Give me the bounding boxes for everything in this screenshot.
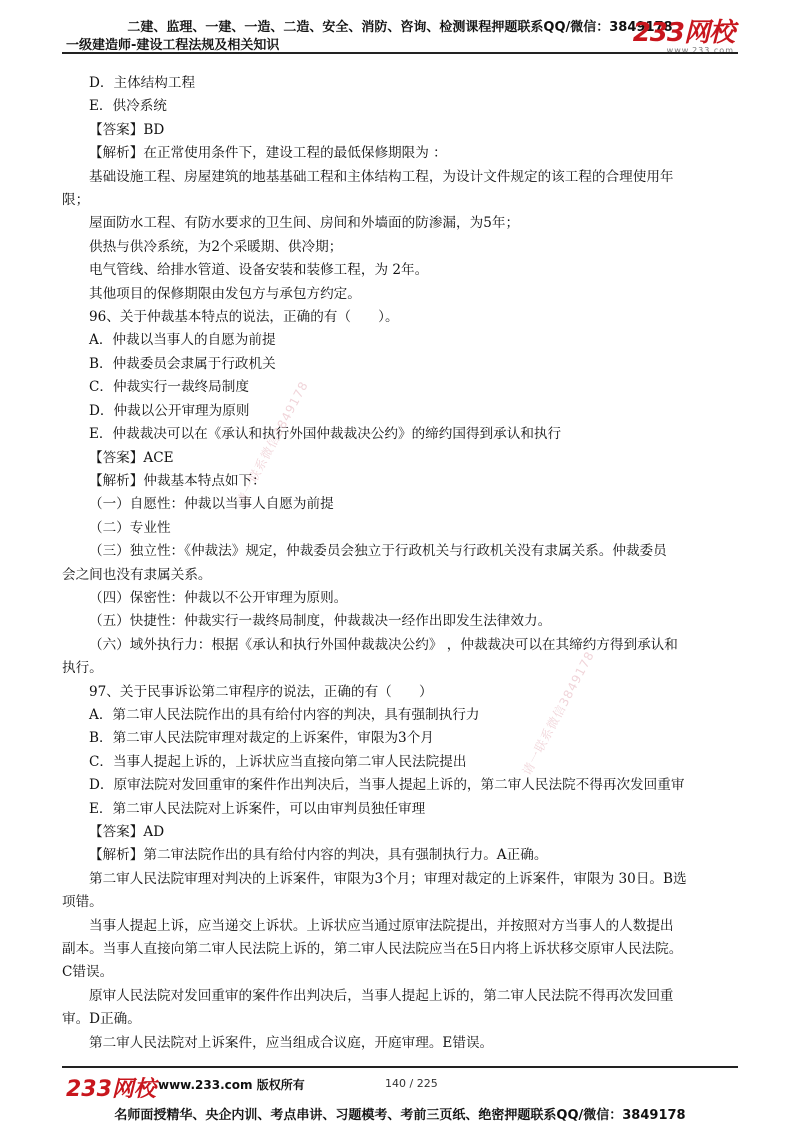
text-line: B．第二审人民法院审理对裁定的上诉案件，审限为3个月 [89, 730, 434, 747]
logo-url: www.233.com [666, 46, 734, 55]
document-subtitle: 一级建造师-建设工程法规及相关知识 [66, 38, 280, 53]
text-line: C错误。 [62, 964, 114, 981]
text-line: 【解析】仲裁基本特点如下： [89, 472, 266, 489]
text-line: 【答案】BD [89, 121, 165, 138]
text-line: B．仲裁委员会隶属于行政机关 [89, 355, 276, 372]
text-line: 【答案】AD [89, 824, 165, 840]
text-line: 原审人民法院对发回重审的案件作出判决后，当事人提起上诉的，第二审人民法院不得再次发回重 [89, 987, 674, 1004]
text-line: （一）自愿性：仲裁以当事人自愿为前提 [89, 496, 334, 513]
footer-promo-line: 名师面授精华、央企内训、考点串讲、习题模考、考前三页纸、绝密押题联系QQ/微信：3849178 [114, 1108, 686, 1123]
text-line: E．供冷系统 [89, 98, 167, 115]
text-line: 电气管线、给排水管道、设备安装和装修工程，为 2年。 [89, 262, 429, 279]
watermark: 请一联系微信3849178 [233, 378, 312, 508]
text-line: 当事人提起上诉，应当递交上诉状。上诉状应当通过原审法院提出，并按照对方当事人的人数提出 [89, 917, 674, 934]
text-line: （三）独立性：《仲裁法》规定，仲裁委员会独立于行政机关与行政机关没有隶属关系。仲裁委员 [89, 543, 667, 560]
text-line: A．第二审人民法院作出的具有给付内容的判决，具有强制执行力 [89, 706, 480, 723]
text-line: （二）专业性 [89, 519, 171, 536]
text-line: （四）保密性：仲裁以不公开审理为原则。 [89, 589, 348, 606]
text-line: （六）域外执行力：根据《承认和执行外国仲裁裁决公约》 ，仲裁裁决可以在其缔约方得到承认和 [89, 636, 678, 653]
watermark: 请一联系微信3849178 [519, 648, 598, 778]
text-line: 其他项目的保修期限由发包方与承包方约定。 [89, 285, 361, 302]
text-line: （五）快捷性：仲裁实行一裁终局制度，仲裁裁决一经作出即发生法律效力。 [89, 613, 552, 630]
brand-logo [633, 20, 734, 55]
text-line: 【解析】第二审法院作出的具有给付内容的判决，具有强制执行力。A正确。 [89, 847, 548, 864]
text-line: 【解析】在正常使用条件下，建设工程的最低保修期限为 ： [89, 145, 447, 162]
text-line: 96、关于仲裁基本特点的说法，正确的有（ ）。 [89, 309, 399, 326]
text-line: A．仲裁以当事人的自愿为前提 [89, 332, 276, 349]
text-line: 限； [62, 192, 90, 209]
text-line: D．主体结构工程 [89, 75, 196, 91]
document-body [62, 72, 742, 1055]
page-number: 140 / 225 [385, 1077, 438, 1090]
text-line: 第二审人民法院对上诉案件，应当组成合议庭，开庭审理。E错误。 [89, 1034, 494, 1051]
text-line: C．当事人提起上诉的，上诉状应当直接向第二审人民法院提出 [89, 753, 467, 770]
text-line: 执行。 [62, 660, 103, 677]
text-line: D．原审法院对发回重审的案件作出判决后，当事人提起上诉的，第二审人民法院不得再次发回重审 [89, 777, 685, 794]
text-line: 基础设施工程、房屋建筑的地基基础工程和主体结构工程，为设计文件规定的该工程的合理使用年 [89, 168, 674, 185]
text-line: 供热与供冷系统，为2个采暖期、供冷期； [89, 238, 343, 255]
text-line: 【答案】ACE [89, 449, 174, 466]
header-divider [62, 52, 738, 54]
text-line: 审。D正确。 [62, 1011, 141, 1028]
text-line: 屋面防水工程、有防水要求的卫生间、房间和外墙面的防渗漏，为5年； [89, 215, 520, 232]
logo-text: 233网校 [632, 18, 734, 48]
text-line: 副本。当事人直接向第二审人民法院上诉的，第二审人民法院应当在5日内将上诉状移交原审人民法院。 [62, 941, 683, 958]
footer-divider [62, 1066, 738, 1068]
text-line: C．仲裁实行一裁终局制度 [89, 379, 249, 396]
text-line: 97、关于民事诉讼第二审程序的说法，正确的有（ ） [89, 683, 433, 700]
text-line: 第二审人民法院审理对判决的上诉案件，审限为3个月；审理对裁定的上诉案件，审限为 30日。B选 [89, 870, 687, 887]
text-line: E．第二审人民法院对上诉案件，可以由审判员独任审理 [89, 800, 426, 817]
text-line: E．仲裁裁决可以在《承认和执行外国仲裁裁决公约》的缔约国得到承认和执行 [89, 426, 562, 443]
footer-logo: 233网校 [66, 1077, 156, 1102]
footer-copyright: www.233.com 版权所有 [158, 1078, 305, 1092]
text-line: 项错。 [62, 894, 103, 911]
header-promo-line: 二建、监理、一建、一造、二造、安全、消防、咨询、检测课程押题联系QQ/微信：3849178 [127, 20, 673, 35]
text-line: D．仲裁以公开审理为原则 [89, 402, 250, 419]
text-line: 会之间也没有隶属关系。 [62, 566, 212, 583]
